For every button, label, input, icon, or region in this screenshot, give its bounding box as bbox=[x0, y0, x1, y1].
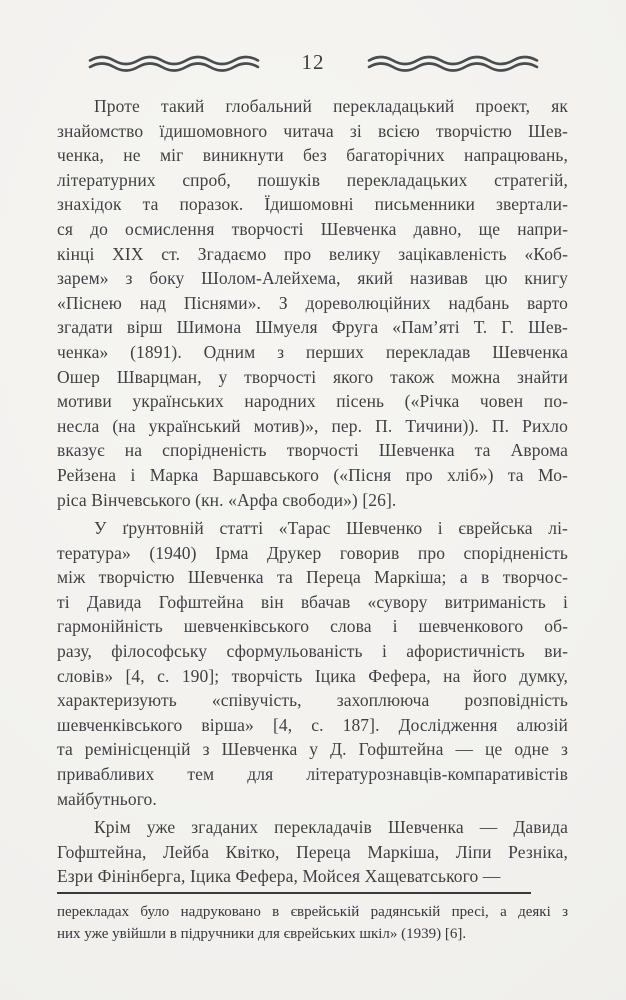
text-line: згадати вірш Шимона Шмуеля Фруга «Пам’яті Т. Г. Шев- bbox=[57, 317, 568, 338]
text-line: ся до осмислення творчості Шевченка давно, ще напри- bbox=[57, 218, 568, 239]
text-line: У ґрунтовній статті «Тарас Шевченко і єврейська лі- bbox=[94, 518, 568, 539]
paragraph bbox=[57, 516, 568, 811]
page-number: 12 bbox=[301, 50, 325, 74]
text-line: тература» (1940) Ірма Друкер говорив про спорідненість bbox=[57, 542, 568, 563]
footnote bbox=[57, 892, 568, 945]
footnote-text bbox=[57, 901, 568, 945]
text-line: кінці XIX ст. Згадаємо про велику зацікавленість «Коб- bbox=[57, 243, 568, 264]
text-line: привабливих тем для літературознавців-компаративістів bbox=[57, 764, 568, 785]
footnote-line: перекладах було надруковано в єврейській радянській пресі, а деякі з bbox=[57, 904, 568, 920]
double-wave-ornament-right-icon bbox=[365, 55, 541, 72]
text-line: Крім уже згаданих перекладачів Шевченка — Давида bbox=[94, 817, 568, 838]
text-line: ченка, не міг виникнути без багаторічних напрацювань, bbox=[57, 145, 568, 166]
text-line: та ремінісценцій з Шевченка у Д. Гофштейна — це одне з bbox=[57, 739, 568, 760]
text-line: ті Давида Гофштейна він вбачав «сувору витриманість і bbox=[57, 591, 568, 612]
double-wave-ornament-left-icon bbox=[86, 55, 262, 72]
text-line: характеризують «співучість, захоплююча розповідність bbox=[57, 690, 568, 711]
text-line: ченка» (1891). Одним з перших перекладав Шевченка bbox=[57, 341, 568, 362]
text-line: разу, філософську сформульованість і афористичність ви- bbox=[57, 641, 568, 662]
paragraph bbox=[57, 815, 568, 889]
text-line: Рейзена і Марка Варшавського («Пісня про хліб») та Мо- bbox=[57, 464, 568, 485]
footnote-line: них уже увійшли в підручники для єврейських шкіл» (1939) [6]. bbox=[57, 926, 467, 942]
text-line: зарем» з боку Шолом-Алейхема, який називав цю книгу bbox=[57, 268, 568, 289]
footnote-separator bbox=[57, 892, 531, 894]
text-line: словів» [4, с. 190]; творчість Іцика Фефера, на його думку, bbox=[57, 665, 568, 686]
text-line: вказує на спорідненість творчості Шевченка та Аврома bbox=[57, 440, 568, 461]
text-line: шевченківського вірша» [4, с. 187]. Дослідження алюзій bbox=[57, 714, 568, 735]
text-line: літературних спроб, пошуків перекладацьких стратегій, bbox=[57, 169, 568, 190]
page-header bbox=[0, 52, 626, 75]
text-line: Проте такий глобальний перекладацький проект, як bbox=[94, 96, 568, 116]
text-line: «Піснею над Піснями». З дореволюційних надбань варто bbox=[57, 292, 568, 313]
text-line: мотиви українських народних пісень («Річка човен по- bbox=[57, 391, 568, 412]
text-line: Езри Фінінберга, Іцика Фефера, Мойсея Хащеватського — bbox=[57, 866, 501, 887]
text-line: Ошер Шварцман, у творчості якого також можна знайти bbox=[57, 366, 568, 387]
paragraph bbox=[57, 94, 568, 512]
text-line: Гофштейна, Лейба Квітко, Переца Маркіша, Ліпи Резніка, bbox=[57, 841, 568, 862]
text-line: знайомство їдишомовного читача зі всією творчістю Шев- bbox=[57, 120, 568, 141]
text-line: ріса Вінчевського (кн. «Арфа свободи») [26]. bbox=[57, 489, 397, 510]
text-line: майбутнього. bbox=[57, 788, 157, 809]
text-line: несла (на український мотив)», пер. П. Тичини)). П. Рихло bbox=[57, 415, 568, 436]
text-line: гармонійність шевченківського слова і шевченкового об- bbox=[57, 616, 568, 637]
text-line: між творчістю Шевченка та Переца Маркіша; а в творчос- bbox=[57, 567, 568, 588]
text-line: знахідок та поразок. Їдишомовні письменники звертали- bbox=[57, 194, 568, 215]
body-text bbox=[57, 94, 568, 889]
